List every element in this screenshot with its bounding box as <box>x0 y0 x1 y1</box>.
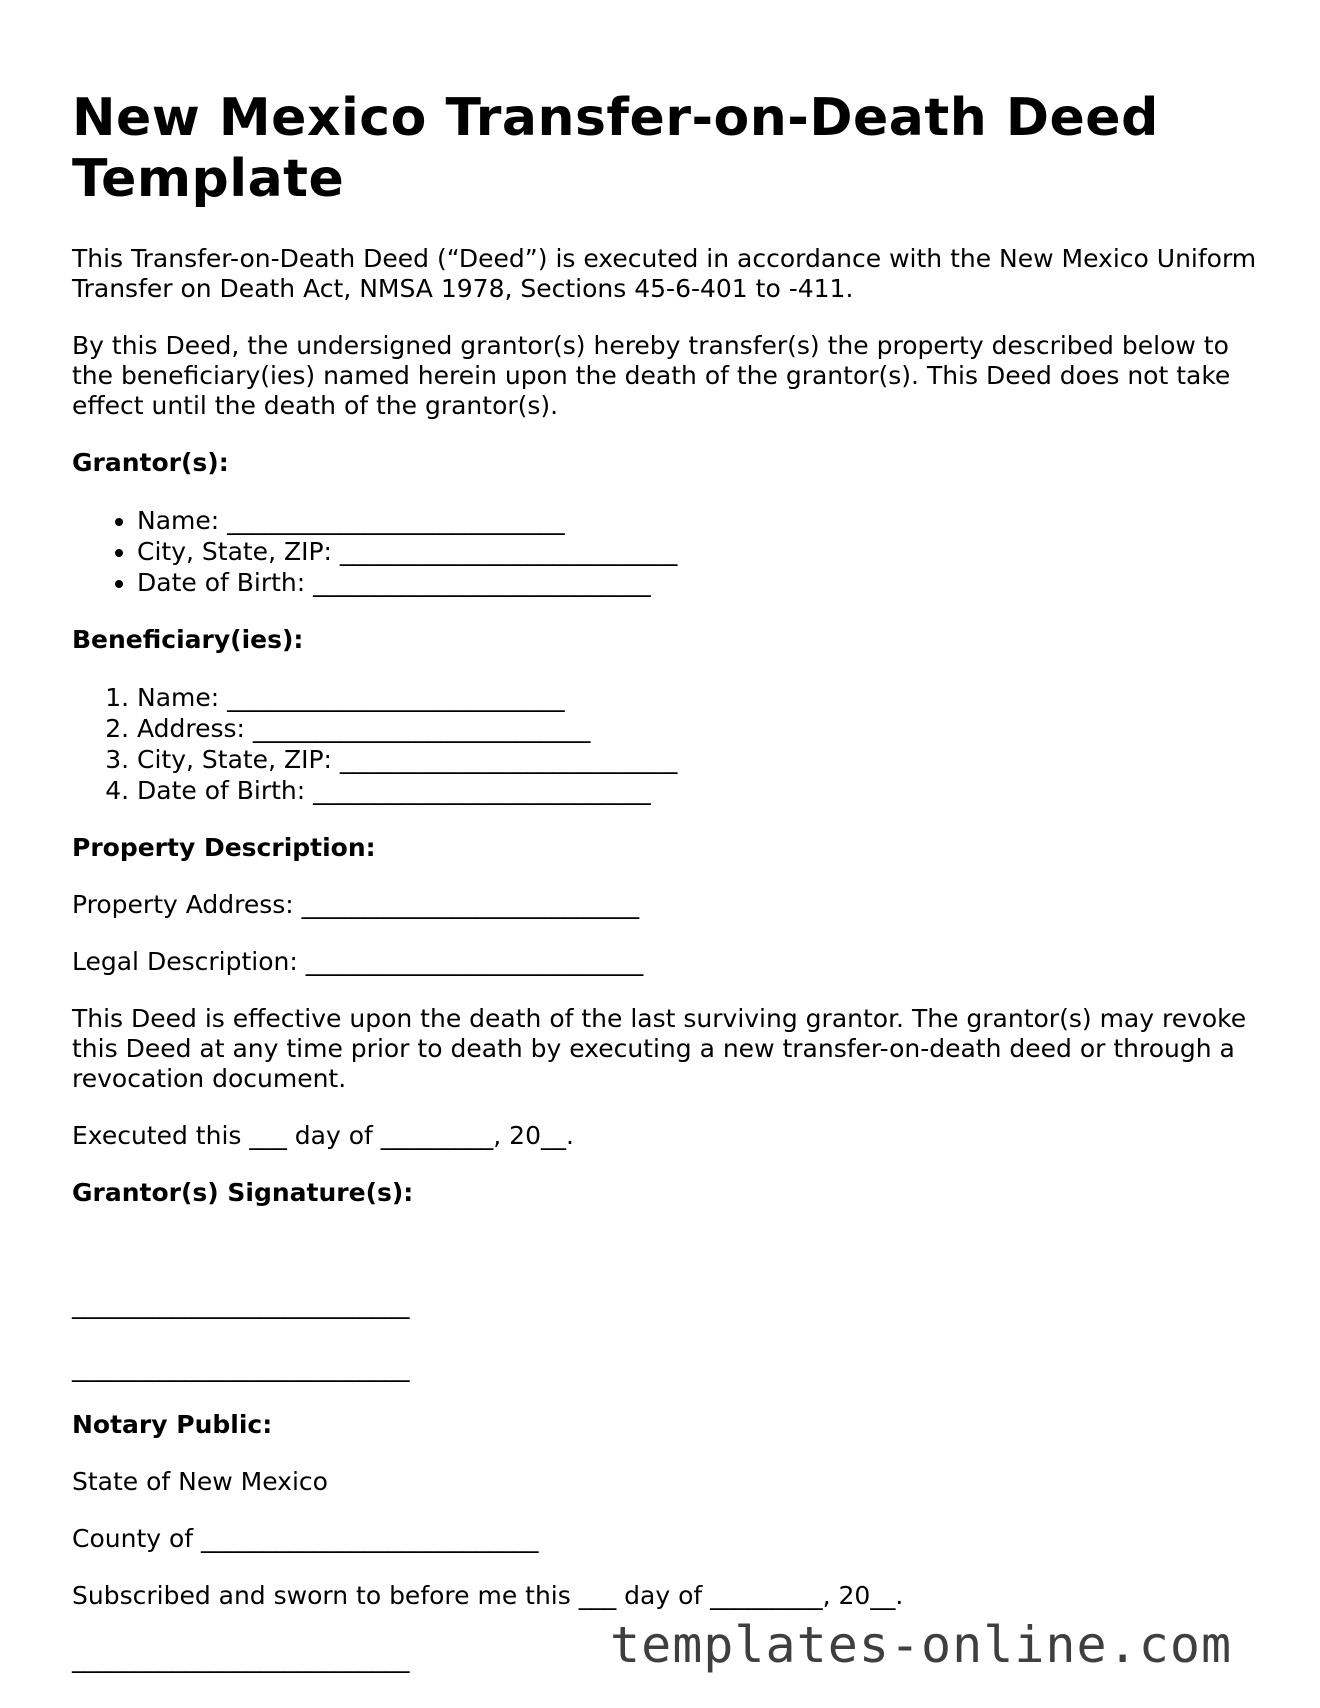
notary-sworn-line: Subscribed and sworn to before me this ___ day of _________, 20__. <box>72 1581 904 1610</box>
document-page <box>72 88 1262 1674</box>
intro-paragraph: This Transfer-on-Death Deed (“Deed”) is executed in accordance with the New Mexico Uniform Transfer on Death Act, NMSA 1978, Sections 45-6-401 to -411. <box>72 244 1257 303</box>
grantor-name-field: • Name: ___________________________ <box>137 505 1262 536</box>
grantors-heading: Grantor(s): <box>72 448 229 477</box>
beneficiaries-field-list <box>72 682 1262 806</box>
beneficiary-name-field: 1. Name: ___________________________ <box>137 682 1262 713</box>
property-heading: Property Description: <box>72 833 376 862</box>
page-title: New Mexico Transfer-on-Death Deed Template <box>72 88 1159 209</box>
signatures-heading: Grantor(s) Signature(s): <box>72 1178 414 1207</box>
beneficiary-date-of-birth-field: 4. Date of Birth: ___________________________ <box>137 775 1262 806</box>
notary-state: State of New Mexico <box>72 1467 328 1496</box>
property-address-field: Property Address: ___________________________ <box>72 890 640 919</box>
grantor-signature-line-1: ___________________________ <box>72 1290 410 1319</box>
notary-signature-line: ___________________________ <box>72 1644 410 1673</box>
grantor-signature-line-2: ___________________________ <box>72 1353 410 1382</box>
executed-date-line: Executed this ___ day of _________, 20__. <box>72 1121 574 1150</box>
grantors-field-list <box>72 505 1262 598</box>
notary-heading: Notary Public: <box>72 1410 273 1439</box>
grantor-city-state-zip-field: • City, State, ZIP: ___________________________ <box>137 536 1262 567</box>
notary-county-field: County of ___________________________ <box>72 1524 539 1553</box>
watermark: templates-online.com <box>610 1616 1233 1674</box>
legal-description-field: Legal Description: ___________________________ <box>72 947 644 976</box>
grantor-date-of-birth-field: • Date of Birth: ___________________________ <box>137 567 1262 598</box>
beneficiaries-heading: Beneficiary(ies): <box>72 625 304 654</box>
effective-statement: This Deed is effective upon the death of the last surviving grantor. The grantor(s) may revoke this Deed at any time prior to death by executing a new transfer-on-death deed or through a revocation document. <box>72 1004 1247 1093</box>
beneficiary-city-state-zip-field: 3. City, State, ZIP: ___________________________ <box>137 744 1262 775</box>
beneficiary-address-field: 2. Address: ___________________________ <box>137 713 1262 744</box>
transfer-statement: By this Deed, the undersigned grantor(s) hereby transfer(s) the property described below to the beneficiary(ies) named herein upon the death of the grantor(s). This Deed does not take effect until the death of the grantor(s). <box>72 331 1231 420</box>
